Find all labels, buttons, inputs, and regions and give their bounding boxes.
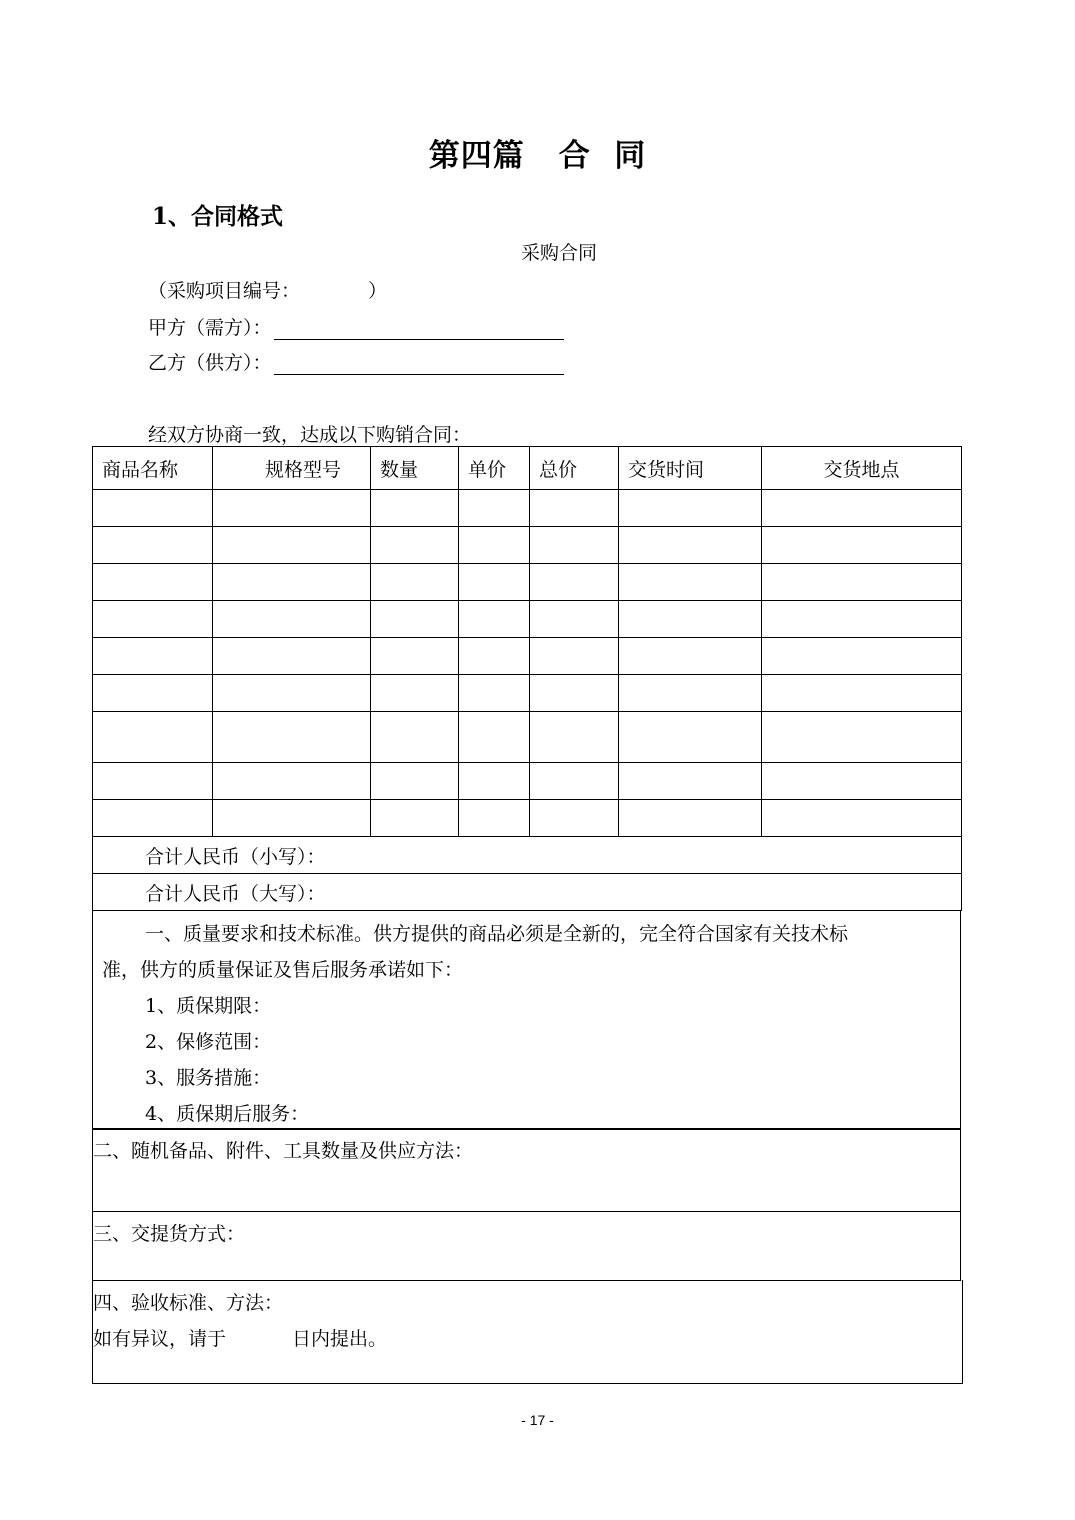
acceptance-clause-text — [93, 1280, 962, 1357]
table-cell[interactable] — [371, 601, 459, 638]
total-uppercase[interactable]: 合计人民币（大写）： — [93, 874, 962, 911]
header-cell: 单价 — [459, 447, 530, 490]
page-number: - 17 - — [521, 1412, 554, 1428]
quality-clause-line: 准，供方的质量保证及售后服务承诺如下： — [102, 959, 464, 981]
party-a-label: 甲方（需方）： — [148, 317, 272, 339]
chapter-title — [0, 130, 1075, 175]
table-cell[interactable] — [371, 800, 459, 837]
table-cell[interactable] — [530, 638, 619, 675]
table-cell[interactable] — [93, 763, 213, 800]
table-cell[interactable] — [459, 490, 530, 527]
table-cell[interactable] — [213, 675, 371, 712]
table-cell[interactable] — [459, 601, 530, 638]
project-number-label: （采购项目编号： — [148, 280, 301, 302]
repair-scope: 2、保修范围： — [145, 1031, 272, 1053]
table-cell[interactable] — [762, 763, 962, 800]
table-cell[interactable] — [93, 490, 213, 527]
quality-clause-line: 一、质量要求和技术标准。供方提供的商品必须是全新的，完全符合国家有关技术标 — [145, 923, 849, 945]
table-cell[interactable] — [371, 712, 459, 763]
table-cell[interactable] — [530, 712, 619, 763]
table-header-row — [93, 447, 962, 490]
table-row — [93, 800, 962, 837]
table-cell[interactable] — [213, 564, 371, 601]
table-row — [93, 675, 962, 712]
table-cell[interactable] — [619, 800, 762, 837]
table-cell[interactable] — [530, 527, 619, 564]
post-warranty-service: 4、质保期后服务： — [145, 1103, 310, 1125]
table-row — [93, 712, 962, 763]
header-cell: 商品名称 — [93, 447, 213, 490]
service-measures: 3、服务措施： — [145, 1067, 272, 1089]
quality-clause-text — [93, 910, 960, 1132]
intro-text: 经双方协商一致，达成以下购销合同： — [148, 424, 472, 446]
table-cell[interactable] — [93, 800, 213, 837]
table-row — [93, 564, 962, 601]
table-cell[interactable] — [619, 763, 762, 800]
warranty-period: 1、质保期限： — [145, 995, 272, 1017]
total-lowercase[interactable]: 合计人民币（小写）： — [93, 837, 962, 874]
chapter-title-part: 第四篇 — [428, 138, 525, 174]
party-b-line — [148, 348, 564, 375]
table-cell[interactable] — [762, 800, 962, 837]
table-cell[interactable] — [213, 712, 371, 763]
accessories-clause — [92, 1129, 961, 1212]
chapter-title-part: 合 — [558, 138, 591, 174]
accessories-clause-text: 二、随机备品、附件、工具数量及供应方法： — [93, 1140, 474, 1162]
objection-suffix: 日内提出。 — [292, 1328, 388, 1350]
table-cell[interactable] — [371, 490, 459, 527]
table-cell[interactable] — [530, 763, 619, 800]
acceptance-title: 四、验收标准、方法： — [93, 1292, 284, 1314]
table-cell[interactable] — [213, 601, 371, 638]
table-cell[interactable] — [619, 712, 762, 763]
table-cell[interactable] — [213, 490, 371, 527]
table-cell[interactable] — [213, 527, 371, 564]
delivery-clause — [92, 1211, 961, 1281]
party-b-blank[interactable] — [274, 350, 564, 375]
table-row — [93, 601, 962, 638]
objection-line — [93, 1321, 962, 1357]
party-a-blank[interactable] — [274, 315, 564, 340]
table-cell[interactable] — [213, 638, 371, 675]
header-cell: 规格型号 — [213, 447, 371, 490]
table-row — [93, 763, 962, 800]
table-cell[interactable] — [762, 675, 962, 712]
table-cell[interactable] — [619, 638, 762, 675]
table-cell[interactable] — [619, 675, 762, 712]
acceptance-clause — [92, 1280, 963, 1384]
table-cell[interactable] — [371, 638, 459, 675]
section-title: 1、合同格式 — [152, 203, 284, 230]
table-cell[interactable] — [93, 601, 213, 638]
table-cell[interactable] — [371, 763, 459, 800]
table-cell[interactable] — [459, 675, 530, 712]
table-cell[interactable] — [762, 601, 962, 638]
header-cell: 交货时间 — [619, 447, 762, 490]
table-cell[interactable] — [530, 601, 619, 638]
table-cell[interactable] — [459, 800, 530, 837]
header-cell: 交货地点 — [762, 447, 962, 490]
table-cell[interactable] — [762, 638, 962, 675]
table-cell[interactable] — [93, 712, 213, 763]
goods-table — [92, 446, 962, 911]
table-cell[interactable] — [619, 527, 762, 564]
header-cell: 总价 — [530, 447, 619, 490]
table-cell[interactable] — [459, 564, 530, 601]
table-cell[interactable] — [459, 638, 530, 675]
table-row — [93, 638, 962, 675]
party-b-label: 乙方（供方）： — [148, 352, 272, 374]
project-number-line — [148, 276, 387, 303]
table-cell[interactable] — [619, 490, 762, 527]
table-cell[interactable] — [371, 564, 459, 601]
objection-prefix: 如有异议，请于 — [93, 1328, 227, 1350]
table-cell[interactable] — [459, 527, 530, 564]
table-cell[interactable] — [93, 675, 213, 712]
table-cell[interactable] — [619, 601, 762, 638]
table-cell[interactable] — [530, 490, 619, 527]
table-cell[interactable] — [459, 763, 530, 800]
table-row — [93, 490, 962, 527]
table-cell[interactable] — [371, 675, 459, 712]
delivery-clause-text: 三、交提货方式： — [93, 1223, 246, 1245]
table-cell[interactable] — [530, 564, 619, 601]
total-uppercase-row — [93, 874, 962, 911]
table-cell[interactable] — [530, 800, 619, 837]
table-cell[interactable] — [213, 800, 371, 837]
table-cell[interactable] — [93, 527, 213, 564]
table-cell[interactable] — [762, 527, 962, 564]
table-row — [93, 527, 962, 564]
project-number-close: ） — [368, 280, 388, 302]
chapter-title-part: 同 — [614, 138, 647, 174]
header-cell: 数量 — [371, 447, 459, 490]
table-cell[interactable] — [371, 527, 459, 564]
document-title: 采购合同 — [520, 242, 597, 264]
table-cell[interactable] — [762, 564, 962, 601]
table-cell[interactable] — [762, 712, 962, 763]
table-cell[interactable] — [619, 564, 762, 601]
table-cell[interactable] — [93, 564, 213, 601]
table-cell[interactable] — [530, 675, 619, 712]
table-cell[interactable] — [762, 490, 962, 527]
table-cell[interactable] — [213, 763, 371, 800]
total-lowercase-row — [93, 837, 962, 874]
table-cell[interactable] — [459, 712, 530, 763]
party-a-line — [148, 313, 564, 340]
quality-clause — [92, 910, 961, 1129]
table-cell[interactable] — [93, 638, 213, 675]
